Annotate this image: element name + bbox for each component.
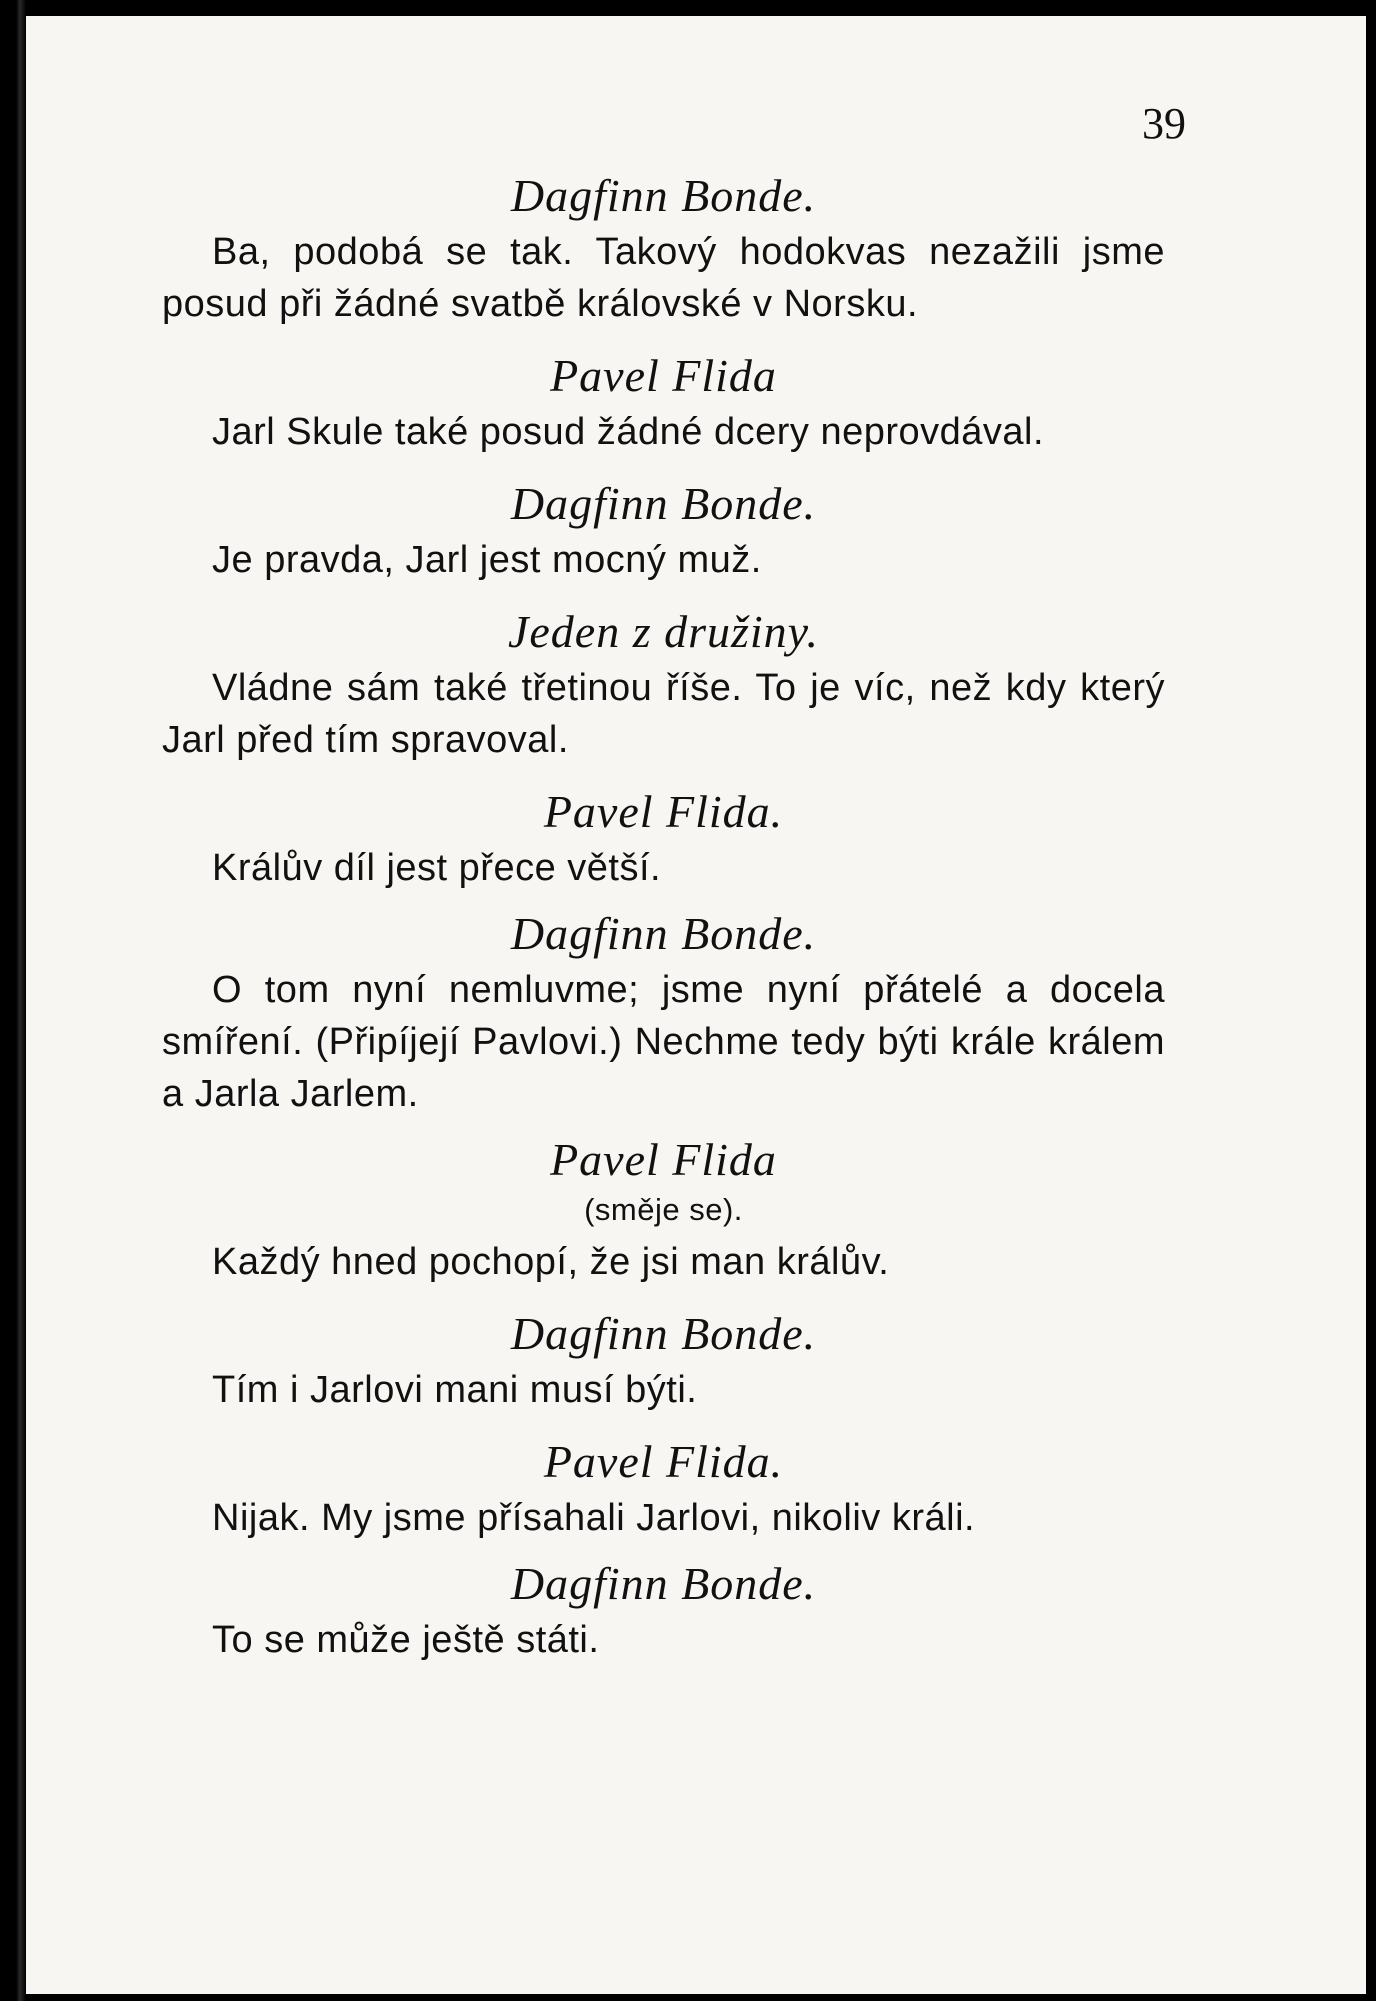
page-number: 39 — [1142, 99, 1186, 148]
speaker-name: Dagfinn Bonde. — [510, 1308, 817, 1359]
dialogue-line: Jarl Skule také posud žádné dcery neprovdával. — [212, 411, 1045, 453]
dialogue-line: Je pravda, Jarl jest mocný muž. — [212, 539, 762, 581]
speaker-name: Jeden z družiny. — [507, 606, 820, 657]
speaker-name: Pavel Flida. — [543, 786, 784, 837]
speaker-name: Pavel Flida. — [543, 1436, 784, 1487]
dialogue-line: Každý hned pochopí, že jsi man králův. — [212, 1241, 890, 1283]
scan-binding-edge — [0, 0, 26, 2001]
play-text — [162, 166, 1165, 1666]
speaker-name: Dagfinn Bonde. — [510, 908, 817, 959]
speaker-name: Dagfinn Bonde. — [510, 170, 817, 221]
speaker-name: Dagfinn Bonde. — [510, 478, 817, 529]
dialogue-line: Tím i Jarlovi mani musí býti. — [212, 1369, 698, 1411]
dialogue-line: To se může ještě státi. — [212, 1619, 600, 1661]
speaker-name: Pavel Flida — [550, 350, 777, 401]
dialogue-line: Vládne sám také třetinou říše. To je víc, než kdy který Jarl před tím spravoval. — [162, 667, 1165, 761]
dialogue-line: Ba, podobá se tak. Takový hodokvas nezažili jsme posud při žádné svatbě královské v Norsku. — [162, 231, 1165, 325]
dialogue-line: Nijak. My jsme přísahali Jarlovi, nikoliv králi. — [212, 1497, 976, 1539]
book-page — [26, 16, 1366, 1994]
dialogue-line: Králův díl jest přece větší. — [212, 847, 662, 889]
stage-direction: (směje se). — [584, 1192, 743, 1227]
speaker-name: Pavel Flida — [550, 1134, 777, 1185]
dialogue-line: O tom nyní nemluvme; jsme nyní přátelé a docela smíření. (Připíjejí Pavlovi.) Nechme tedy býti krále králem a Jarla Jarlem. — [162, 969, 1165, 1115]
speaker-name: Dagfinn Bonde. — [510, 1558, 817, 1609]
